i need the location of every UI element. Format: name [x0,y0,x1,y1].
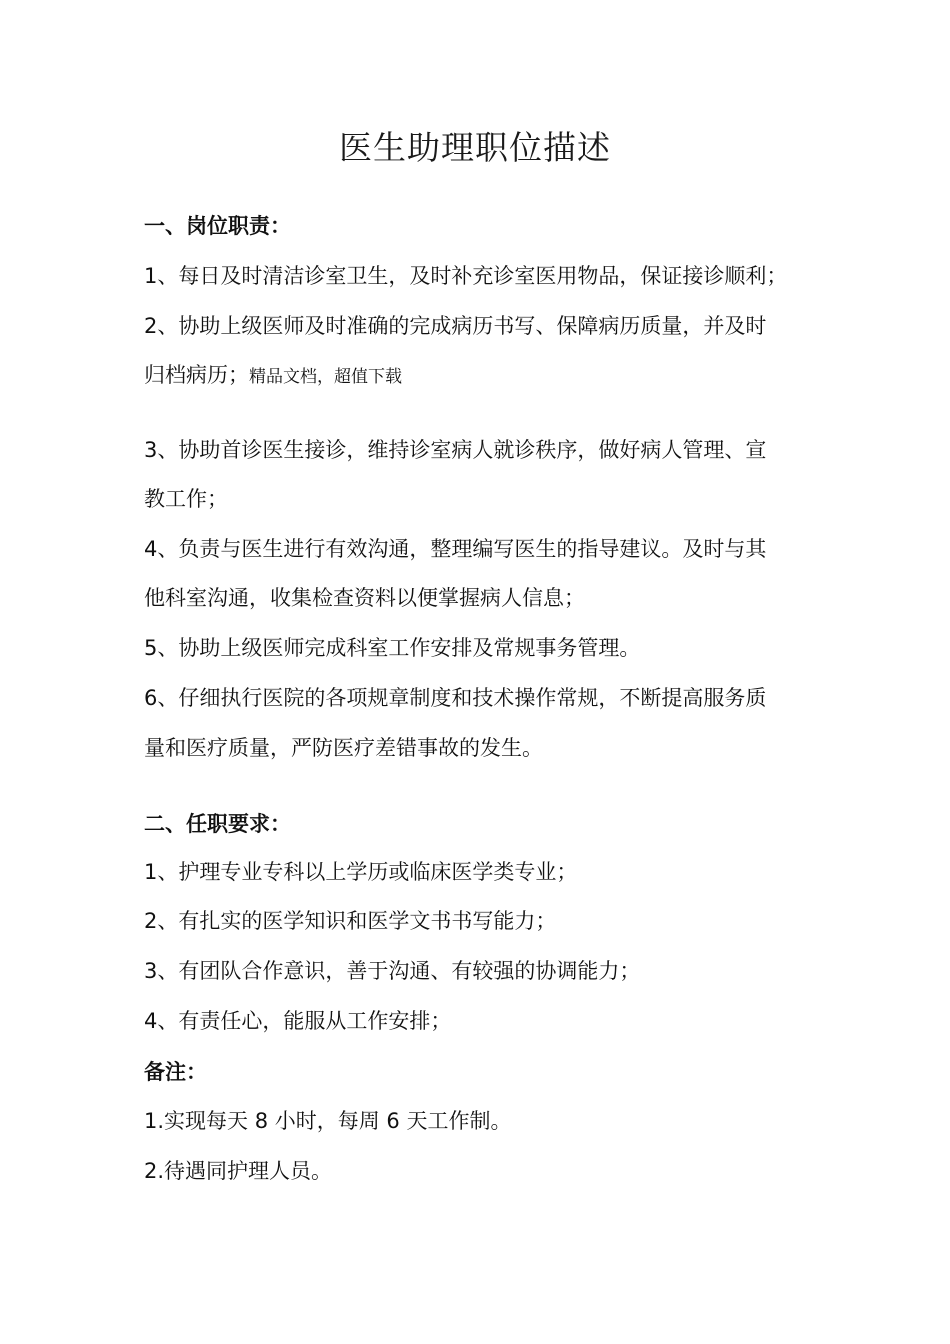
note-item-2: 2.待遇同护理人员。 [144,1159,333,1183]
requirement-item-2: 2、有扎实的医学知识和医学文书书写能力； [144,909,557,933]
notes-heading: 备注： [144,1060,207,1084]
requirement-item-3: 3、有团队合作意识，善于沟通、有较强的协调能力； [144,959,641,983]
watermark-text: 精品文档，超值下载 [249,367,402,387]
section-heading-requirements: 二、任职要求： [144,812,291,836]
duty-item-2-line-1: 2、协助上级医师及时准确的完成病历书写、保障病历质量，并及时 [144,314,767,338]
duty-item-6-line-2: 量和医疗质量，严防医疗差错事故的发生。 [144,736,543,760]
duty-item-1: 1、每日及时清洁诊室卫生，及时补充诊室医用物品，保证接诊顺利； [144,264,788,288]
requirement-item-1: 1、护理专业专科以上学历或临床医学类专业； [144,860,578,884]
duty-item-3-line-2: 教工作； [144,487,228,511]
duty-item-4-line-2: 他科室沟通，收集检查资料以便掌握病人信息； [144,586,585,610]
document-title: 医生助理职位描述 [339,128,611,167]
duty-item-5: 5、协助上级医师完成科室工作安排及常规事务管理。 [144,636,641,660]
requirement-item-4: 4、有责任心，能服从工作安排； [144,1009,452,1033]
section-heading-duties: 一、岗位职责： [144,214,291,238]
duty-item-4-line-1: 4、负责与医生进行有效沟通，整理编写医生的指导建议。及时与其 [144,537,767,561]
duty-item-6-line-1: 6、仔细执行医院的各项规章制度和技术操作常规，不断提高服务质 [144,686,767,710]
note-item-1: 1.实现每天 8 小时，每周 6 天工作制。 [144,1109,512,1133]
duty-item-2-line-2 [144,361,824,391]
duty-item-3-line-1: 3、协助首诊医生接诊，维持诊室病人就诊秩序，做好病人管理、宣 [144,438,767,462]
duty-item-2-text: 归档病历； [144,363,249,387]
